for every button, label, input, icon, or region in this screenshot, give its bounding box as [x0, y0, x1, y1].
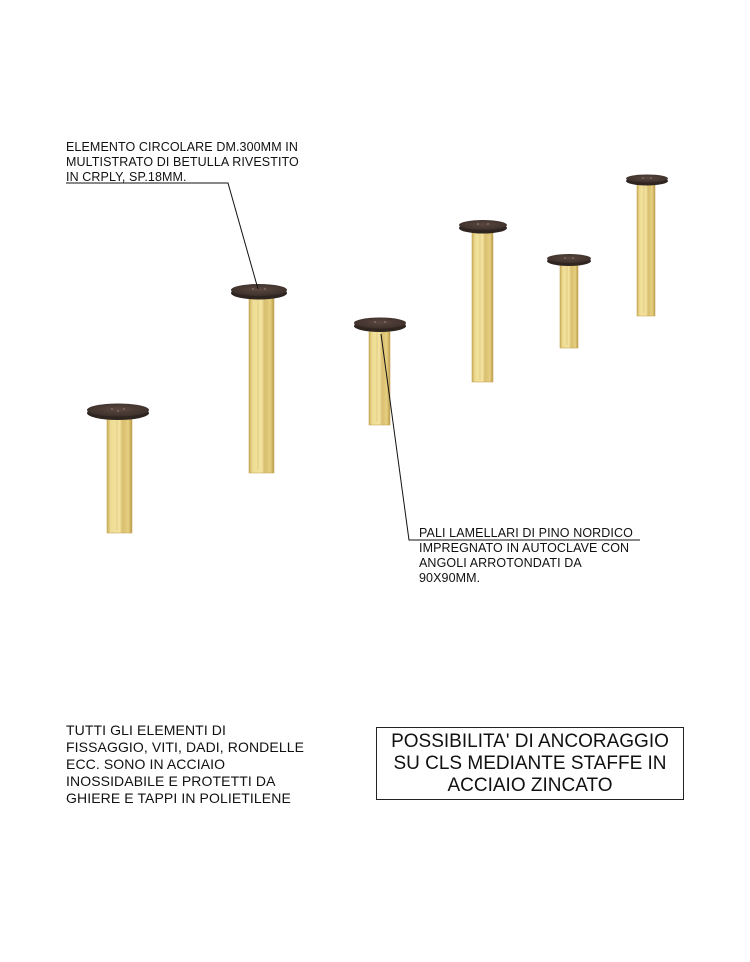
post-2-wood [249, 297, 274, 473]
post-6-wood [637, 183, 655, 316]
post-1-wood [107, 416, 132, 533]
label-anchoring: POSSIBILITA' DI ANCORAGGIO SU CLS MEDIANTE STAFFE IN ACCIAIO ZINCATO [391, 730, 669, 796]
leader-posts [381, 334, 640, 540]
anchoring-box [376, 727, 684, 800]
post-6-disc [626, 175, 668, 183]
post-4-wood [472, 231, 493, 382]
post-6 [626, 175, 668, 317]
label-circular-element: ELEMENTO CIRCOLARE DM.300MM IN MULTISTRATO DI BETULLA RIVESTITO IN CRPLY, SP.18MM. [66, 140, 299, 184]
post-1 [87, 404, 149, 534]
post-5 [547, 254, 591, 348]
label-fixings: TUTTI GLI ELEMENTI DI FISSAGGIO, VITI, DADI, RONDELLE ECC. SONO IN ACCIAIO INOSSIDABILE E PROTETTI DA GHIERE E TAPPI IN POLIETILENE [66, 722, 305, 806]
leader-circular-element [66, 183, 258, 289]
post-4 [459, 220, 507, 382]
post-3-disc [354, 318, 406, 329]
label-posts: PALI LAMELLARI DI PINO NORDICO IMPREGNATO IN AUTOCLAVE CON ANGOLI ARROTONDATI DA 90X90MM. [419, 526, 633, 585]
post-5-wood [560, 263, 578, 348]
post-1-disc [87, 404, 149, 417]
post-4-disc [459, 220, 507, 230]
post-2 [231, 284, 287, 473]
post-3 [354, 318, 406, 426]
post-2-disc [231, 284, 287, 296]
post-5-disc [547, 254, 591, 263]
